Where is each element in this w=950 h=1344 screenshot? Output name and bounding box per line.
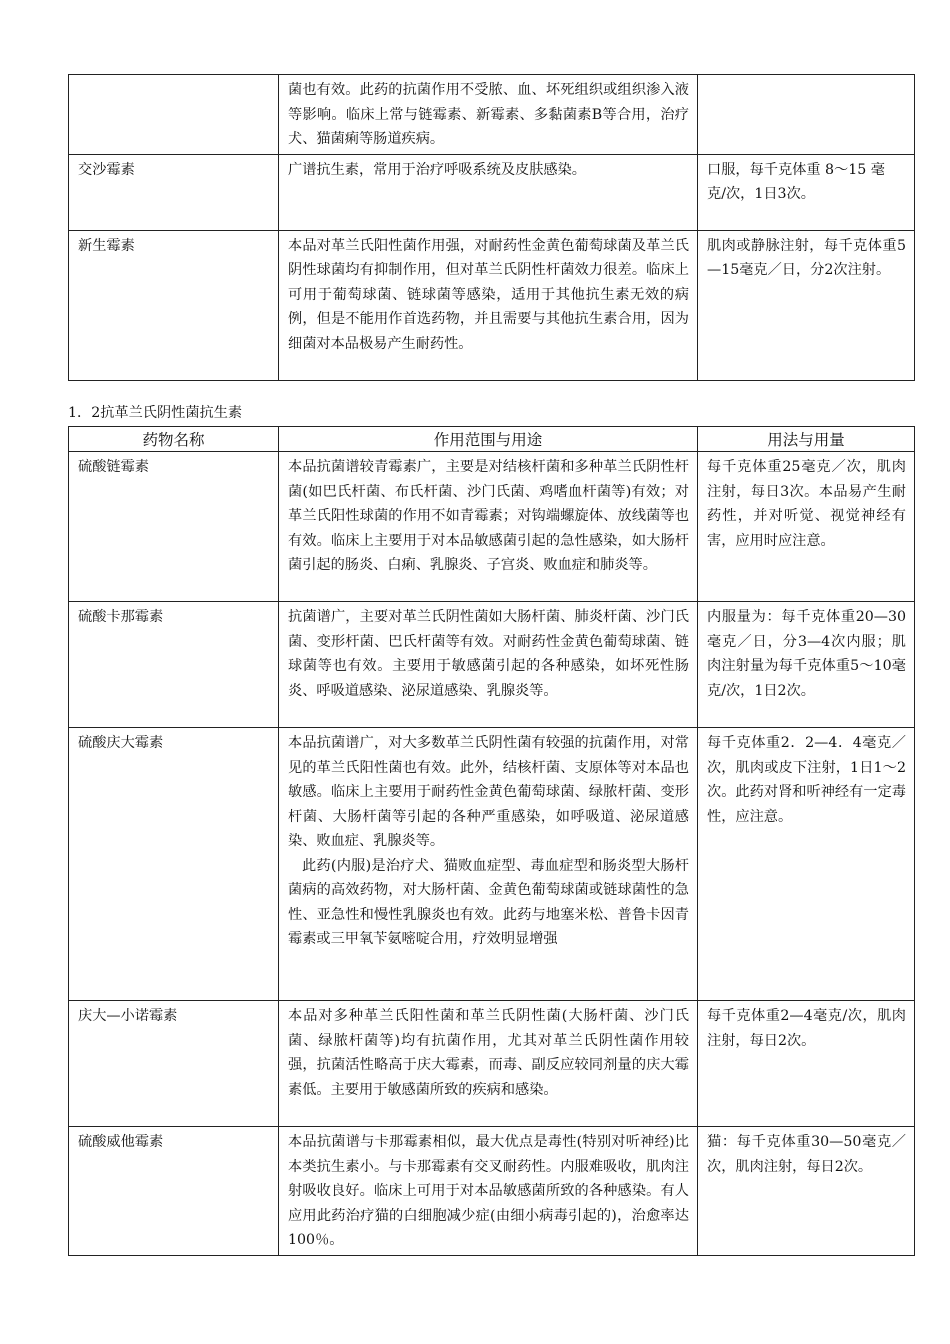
usage-cell: 广谱抗生素，常用于治疗呼吸系统及皮肤感染。 bbox=[279, 154, 698, 230]
table-row bbox=[69, 1001, 915, 1127]
table-row bbox=[69, 75, 915, 155]
usage-cell: 本品对革兰氏阳性菌作用强，对耐药性金黄色葡萄球菌及革兰氏阴性球菌均有抑制作用，但对革兰氏阴性杆菌效力很差。临床上可用于葡萄球菌、链球菌等感染，适用于其他抗生素无效的病例，但是不能用作首选药物，并且需要与其他抗生素合用，因为细菌对本品极易产生耐药性。 bbox=[279, 230, 698, 380]
drug-name-cell bbox=[69, 75, 279, 155]
table-row bbox=[69, 452, 915, 602]
dosage-cell: 每千克体重2．2—4．4毫克／次，肌肉或皮下注射，1日1～2次。此药对肾和听神经有一定毒性，应注意。 bbox=[698, 728, 915, 1001]
drug-name-cell: 硫酸庆大霉素 bbox=[69, 728, 279, 1001]
drug-name-cell: 硫酸链霉素 bbox=[69, 452, 279, 602]
usage-cell: 本品抗菌谱与卡那霉素相似，最大优点是毒性(特别对听神经)比本类抗生素小。与卡那霉素有交叉耐药性。内服难吸收，肌肉注射吸收良好。临床上可用于对本品敏感菌所致的各种感染。有人应用此药治疗猫的白细胞减少症(由细小病毒引起的)，治愈率达100％。 bbox=[279, 1127, 698, 1256]
dosage-cell: 肌肉或静脉注射，每千克体重5—15毫克／日，分2次注射。 bbox=[698, 230, 915, 380]
column-header-usage: 作用范围与用途 bbox=[279, 427, 698, 452]
usage-cell: 抗菌谱广，主要对革兰氏阴性菌如大肠杆菌、肺炎杆菌、沙门氏菌、变形杆菌、巴氏杆菌等有效。对耐药性金黄色葡萄球菌、链球菌等也有效。主要用于敏感菌引起的各种感染，如坏死性肠炎、呼吸道感染、泌尿道感染、乳腺炎等。 bbox=[279, 602, 698, 728]
gram-negative-antibiotic-table bbox=[68, 426, 915, 1256]
column-header-dosage: 用法与用量 bbox=[698, 427, 915, 452]
dosage-cell: 内服量为：每千克体重20—30毫克／日，分3—4次内服；肌肉注射量为每千克体重5～10毫克/次，1日2次。 bbox=[698, 602, 915, 728]
table-row bbox=[69, 1127, 915, 1256]
drug-name-cell: 新生霉素 bbox=[69, 230, 279, 380]
table-row bbox=[69, 230, 915, 380]
table-row bbox=[69, 154, 915, 230]
dosage-cell: 猫：每千克体重30—50毫克／次，肌肉注射，每日2次。 bbox=[698, 1127, 915, 1256]
dosage-cell: 口服，每千克体重 8～15 毫 克/次，1日3次。 bbox=[698, 154, 915, 230]
drug-name-cell: 硫酸卡那霉素 bbox=[69, 602, 279, 728]
usage-cell: 菌也有效。此药的抗菌作用不受脓、血、坏死组织或组织渗入液等影响。临床上常与链霉素、新霉素、多黏菌素B等合用，治疗犬、猫菌痢等肠道疾病。 bbox=[279, 75, 698, 155]
antibiotic-table-continued bbox=[68, 74, 915, 381]
table-row bbox=[69, 728, 915, 1001]
usage-cell: 本品抗菌谱较青霉素广，主要是对结核杆菌和多种革兰氏阴性杆菌(如巴氏杆菌、布氏杆菌、沙门氏菌、鸡嗜血杆菌等)有效；对革兰氏阳性球菌的作用不如青霉素；对钩端螺旋体、放线菌等也有效。临床上主要用于对本品敏感菌引起的急性感染，如大肠杆菌引起的肠炎、白痢、乳腺炎、子宫炎、败血症和肺炎等。 bbox=[279, 452, 698, 602]
dosage-cell bbox=[698, 75, 915, 155]
column-header-drug-name: 药物名称 bbox=[69, 427, 279, 452]
dosage-cell: 每千克体重25毫克／次，肌肉注射，每日3次。本品易产生耐药性，并对听觉、视觉神经有害，应用时应注意。 bbox=[698, 452, 915, 602]
dosage-cell: 每千克体重2—4毫克/次，肌肉注射，每日2次。 bbox=[698, 1001, 915, 1127]
drug-name-cell: 庆大—小诺霉素 bbox=[69, 1001, 279, 1127]
usage-cell: 本品对多种革兰氏阳性菌和革兰氏阴性菌(大肠杆菌、沙门氏菌、绿脓杆菌等)均有抗菌作用，尤其对革兰氏阴性菌作用较强，抗菌活性略高于庆大霉素，而毒、副反应较同剂量的庆大霉素低。主要用于敏感菌所致的疾病和感染。 bbox=[279, 1001, 698, 1127]
usage-cell bbox=[279, 728, 698, 1001]
table-header-row bbox=[69, 427, 915, 452]
section-heading: 1．2抗革兰氏阴性菌抗生素 bbox=[68, 405, 243, 421]
drug-name-cell: 交沙霉素 bbox=[69, 154, 279, 230]
usage-paragraph: 此药(内服)是治疗犬、猫败血症型、毒血症型和肠炎型大肠杆菌病的高效药物，对大肠杆菌、金黄色葡萄球菌或链球菌性的急性、亚急性和慢性乳腺炎也有效。此药与地塞米松、普鲁卡因青霉素或三甲氧苄氨嘧啶合用，疗效明显增强 bbox=[288, 857, 689, 947]
drug-name-cell: 硫酸威他霉素 bbox=[69, 1127, 279, 1256]
usage-paragraph: 本品抗菌谱广，对大多数革兰氏阴性菌有较强的抗菌作用，对常见的革兰氏阳性菌也有效。此外，结核杆菌、支原体等对本品也敏感。临床上主要用于耐药性金黄色葡萄球菌、绿脓杆菌、变形杆菌、大肠杆菌等引起的各种严重感染，如呼吸道、泌尿道感染、败血症、乳腺炎等。 bbox=[288, 735, 689, 849]
table-row bbox=[69, 602, 915, 728]
